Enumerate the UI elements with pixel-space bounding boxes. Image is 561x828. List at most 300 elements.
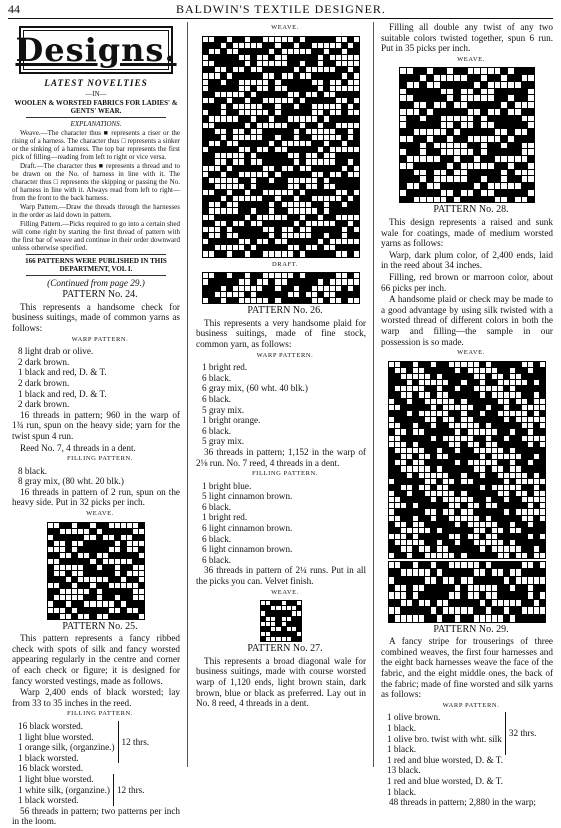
weave-cell — [60, 571, 65, 576]
weave-cell — [245, 61, 250, 66]
weave-cell — [427, 82, 433, 88]
weave-cell — [257, 239, 262, 244]
weave-cell — [239, 61, 244, 66]
weave-cell — [203, 135, 208, 140]
weave-cell — [257, 215, 262, 220]
weave-cell — [227, 221, 232, 226]
weave-cell — [263, 202, 268, 207]
weave-cell — [508, 183, 514, 189]
weave-cell — [437, 466, 442, 471]
weave-cell — [528, 136, 534, 142]
weave-cell — [348, 80, 353, 85]
weave-cell — [336, 292, 341, 297]
weave-cell — [427, 163, 433, 169]
weave-cell — [455, 436, 460, 441]
weave-cell — [540, 522, 545, 527]
weave-cell — [407, 405, 412, 410]
weave-cell — [336, 55, 341, 60]
weave-cell — [294, 298, 299, 303]
weave-cell — [413, 429, 418, 434]
weave-cell — [468, 429, 473, 434]
weave-grid-28 — [399, 67, 535, 203]
weave-cell — [504, 577, 509, 584]
weave-cell — [501, 68, 507, 74]
weave-cell — [288, 239, 293, 244]
weave-cell — [540, 442, 545, 447]
weave-cell — [203, 190, 208, 195]
weave-cell — [427, 129, 433, 135]
weave-cell — [133, 583, 138, 588]
weave-cell — [455, 497, 460, 502]
header-rule — [8, 18, 553, 19]
weave-cell — [109, 541, 114, 546]
weave-cell — [454, 122, 460, 128]
weave-cell — [300, 298, 305, 303]
weave-cell — [251, 202, 256, 207]
weave-cell — [318, 286, 323, 291]
weave-cell — [312, 273, 317, 278]
weave-cell — [474, 163, 480, 169]
weave-cell — [342, 43, 347, 48]
weave-cell — [209, 159, 214, 164]
weave-cell — [297, 622, 301, 626]
weave-cell — [294, 43, 299, 48]
weave-cell — [72, 523, 77, 528]
weave-cell — [239, 116, 244, 121]
weave-cell — [419, 429, 424, 434]
group-label: 32 thrs. — [508, 728, 537, 739]
weave-cell — [97, 541, 102, 546]
weave-cell — [441, 95, 447, 101]
weave-cell — [215, 196, 220, 201]
weave-cell — [437, 405, 442, 410]
weave-cell — [447, 95, 453, 101]
weave-cell — [215, 273, 220, 278]
weave-cell — [419, 362, 424, 367]
weave-cell — [540, 491, 545, 496]
weave-cell — [342, 202, 347, 207]
weave-cell — [486, 491, 491, 496]
weave-cell — [427, 136, 433, 142]
weave-cell — [133, 608, 138, 613]
weave-cell — [407, 429, 412, 434]
weave-cell — [60, 595, 65, 600]
weave-cell — [528, 473, 533, 478]
weave-cell — [431, 509, 436, 514]
weave-cell — [474, 497, 479, 502]
divider — [26, 254, 166, 255]
weave-cell — [306, 141, 311, 146]
weave-cell — [266, 611, 270, 615]
weave-cell — [121, 523, 126, 528]
weave-cell — [282, 80, 287, 85]
weave-cell — [468, 600, 473, 607]
weave-cell — [109, 529, 114, 534]
weave-cell — [312, 80, 317, 85]
weave-cell — [330, 233, 335, 238]
weave-cell — [318, 104, 323, 109]
weave-cell — [133, 559, 138, 564]
weave-cell — [419, 423, 424, 428]
weave-cell — [461, 183, 467, 189]
weave-cell — [501, 116, 507, 122]
weave-cell — [275, 86, 280, 91]
weave-cell — [504, 485, 509, 490]
weave-cell — [413, 417, 418, 422]
weave-cell — [245, 286, 250, 291]
weave-cell — [84, 595, 89, 600]
weave-cell — [306, 37, 311, 42]
weave-cell — [449, 392, 454, 397]
weave-cell — [468, 448, 473, 453]
weave-cell — [282, 98, 287, 103]
warp-pattern-heading: WARP PATTERN. — [256, 351, 314, 359]
weave-cell — [419, 392, 424, 397]
weave-cell — [282, 110, 287, 115]
weave-cell — [269, 92, 274, 97]
weave-cell — [271, 606, 275, 610]
weave-cell — [522, 534, 527, 539]
weave-cell — [498, 497, 503, 502]
weave-heading: WEAVE. — [457, 55, 485, 63]
weave-cell — [288, 233, 293, 238]
weave-cell — [269, 43, 274, 48]
weave-cell — [522, 546, 527, 551]
weave-cell — [297, 627, 301, 631]
weave-cell — [233, 221, 238, 226]
weave-cell — [324, 184, 329, 189]
weave-cell — [449, 607, 454, 614]
weave-cell — [504, 436, 509, 441]
weave-cell — [78, 523, 83, 528]
weave-cell — [233, 116, 238, 121]
filling-item: 6 black. — [202, 501, 232, 512]
weave-cell — [522, 607, 527, 614]
weave-cell — [203, 172, 208, 177]
weave-cell — [203, 184, 208, 189]
weave-cell — [121, 565, 126, 570]
weave-cell — [78, 553, 83, 558]
weave-cell — [474, 460, 479, 465]
weave-cell — [481, 190, 487, 196]
weave-cell — [449, 411, 454, 416]
weave-cell — [427, 156, 433, 162]
weave-cell — [419, 509, 424, 514]
weave-cell — [461, 466, 466, 471]
weave-cell — [425, 386, 430, 391]
weave-cell — [282, 273, 287, 278]
weave-cell — [425, 362, 430, 367]
weave-cell — [431, 405, 436, 410]
weave-cell — [227, 129, 232, 134]
weave-cell — [233, 123, 238, 128]
weave-cell — [330, 153, 335, 158]
weave-cell — [504, 497, 509, 502]
weave-cell — [508, 89, 514, 95]
weave-cell — [233, 135, 238, 140]
weave-cell — [300, 251, 305, 256]
weave-cell — [324, 110, 329, 115]
weave-cell — [263, 147, 268, 152]
weave-cell — [324, 202, 329, 207]
weave-cell — [492, 615, 497, 622]
weave-cell — [419, 516, 424, 521]
weave-cell — [330, 292, 335, 297]
weave-cell — [486, 607, 491, 614]
weave-cell — [306, 61, 311, 66]
weave-cell — [498, 448, 503, 453]
weave-cell — [324, 178, 329, 183]
weave-cell — [480, 374, 485, 379]
weave-cell — [528, 585, 533, 592]
weave-cell — [461, 368, 466, 373]
weave-cell — [413, 479, 418, 484]
weave-cell — [251, 80, 256, 85]
weave-cell — [427, 176, 433, 182]
weave-cell — [474, 170, 480, 176]
weave-cell — [431, 417, 436, 422]
weave-cell — [275, 98, 280, 103]
weave-cell — [454, 95, 460, 101]
weave-cell — [455, 577, 460, 584]
weave-cell — [324, 55, 329, 60]
weave-cell — [413, 454, 418, 459]
weave-cell — [300, 86, 305, 91]
weave-cell — [443, 615, 448, 622]
weave-cell — [522, 562, 527, 569]
weave-cell — [449, 534, 454, 539]
weave-cell — [486, 460, 491, 465]
weave-cell — [221, 245, 226, 250]
weave-cell — [431, 553, 436, 558]
weave-cell — [342, 279, 347, 284]
weave-cell — [522, 392, 527, 397]
weave-cell — [348, 104, 353, 109]
weave-cell — [419, 534, 424, 539]
weave-cell — [414, 197, 420, 203]
weave-cell — [516, 368, 521, 373]
weave-cell — [72, 577, 77, 582]
weave-cell — [407, 122, 413, 128]
weave-cell — [434, 102, 440, 108]
explanation-weave: Weave.—The character thus ■ represents a riser or the rising of a harness. The character thus □ represents a sinker or the sinking of a harness. The top bar represents the first pick of filling—reading from left to right or vice versa. — [12, 128, 180, 161]
weave-cell — [133, 547, 138, 552]
weave-cell — [257, 279, 262, 284]
weave-cell — [401, 386, 406, 391]
weave-cell — [504, 592, 509, 599]
weave-cell — [454, 143, 460, 149]
weave-cell — [434, 82, 440, 88]
weave-cell — [239, 67, 244, 72]
weave-cell — [251, 86, 256, 91]
weave-cell — [407, 522, 412, 527]
weave-cell — [139, 608, 144, 613]
weave-cell — [534, 417, 539, 422]
weave-cell — [324, 279, 329, 284]
weave-cell — [239, 73, 244, 78]
weave-cell — [330, 298, 335, 303]
weave-cell — [449, 436, 454, 441]
weave-cell — [414, 136, 420, 142]
weave-cell — [292, 601, 296, 605]
weave-cell — [239, 80, 244, 85]
weave-cell — [330, 55, 335, 60]
weave-cell — [480, 362, 485, 367]
weave-cell — [510, 592, 515, 599]
weave-cell — [336, 245, 341, 250]
weave-cell — [401, 466, 406, 471]
weave-cell — [516, 522, 521, 527]
weave-cell — [495, 109, 501, 115]
weave-cell — [221, 98, 226, 103]
weave-cell — [269, 166, 274, 171]
weave-cell — [540, 473, 545, 478]
weave-cell — [263, 80, 268, 85]
weave-cell — [468, 466, 473, 471]
weave-cell — [488, 129, 494, 135]
weave-cell — [306, 245, 311, 250]
weave-cell — [407, 176, 413, 182]
weave-cell — [449, 585, 454, 592]
weave-cell — [427, 109, 433, 115]
weave-cell — [233, 98, 238, 103]
weave-cell — [263, 239, 268, 244]
weave-cell — [306, 251, 311, 256]
weave-cell — [282, 172, 287, 177]
weave-cell — [407, 190, 413, 196]
weave-cell — [282, 73, 287, 78]
weave-cell — [498, 405, 503, 410]
weave-cell — [437, 592, 442, 599]
weave-cell — [318, 129, 323, 134]
weave-cell — [203, 116, 208, 121]
weave-cell — [431, 466, 436, 471]
weave-cell — [269, 104, 274, 109]
weave-cell — [504, 423, 509, 428]
weave-cell — [294, 123, 299, 128]
weave-cell — [447, 68, 453, 74]
weave-cell — [271, 611, 275, 615]
weave-cell — [348, 251, 353, 256]
weave-cell — [233, 43, 238, 48]
weave-cell — [474, 143, 480, 149]
weave-cell — [486, 448, 491, 453]
weave-cell — [461, 546, 466, 551]
weave-cell — [480, 607, 485, 614]
weave-cell — [504, 553, 509, 558]
weave-cell — [443, 362, 448, 367]
weave-cell — [461, 122, 467, 128]
weave-cell — [401, 411, 406, 416]
weave-cell — [447, 190, 453, 196]
weave-cell — [522, 429, 527, 434]
weave-cell — [486, 600, 491, 607]
weave-cell — [115, 535, 120, 540]
weave-cell — [251, 104, 256, 109]
weave-cell — [121, 608, 126, 613]
weave-cell — [227, 141, 232, 146]
weave-cell — [300, 116, 305, 121]
filling-item: 1 orange silk, (organzine.) — [18, 742, 115, 753]
weave-cell — [139, 601, 144, 606]
weave-cell — [498, 411, 503, 416]
weave-cell — [534, 540, 539, 545]
weave-cell — [461, 429, 466, 434]
weave-cell — [139, 577, 144, 582]
weave-cell — [468, 190, 474, 196]
weave-cell — [312, 166, 317, 171]
weave-cell — [425, 454, 430, 459]
weave-cell — [312, 178, 317, 183]
weave-cell — [455, 374, 460, 379]
weave-cell — [139, 614, 144, 619]
column-3 — [381, 22, 553, 809]
weave-cell — [455, 466, 460, 471]
weave-cell — [443, 386, 448, 391]
weave-cell — [227, 43, 232, 48]
weave-cell — [60, 553, 65, 558]
weave-cell — [528, 129, 534, 135]
weave-cell — [437, 473, 442, 478]
weave-cell — [227, 153, 232, 158]
weave-cell — [480, 399, 485, 404]
weave-cell — [455, 442, 460, 447]
weave-cell — [443, 607, 448, 614]
weave-cell — [419, 473, 424, 478]
weave-cell — [413, 528, 418, 533]
weave-cell — [488, 170, 494, 176]
weave-cell — [407, 170, 413, 176]
weave-cell — [441, 68, 447, 74]
weave-cell — [540, 607, 545, 614]
weave-cell — [269, 239, 274, 244]
weave-cell — [508, 197, 514, 203]
weave-cell — [336, 129, 341, 134]
weave-cell — [275, 184, 280, 189]
weave-cell — [468, 592, 473, 599]
weave-cell — [498, 436, 503, 441]
weave-cell — [221, 153, 226, 158]
weave-cell — [48, 589, 53, 594]
weave-cell — [221, 233, 226, 238]
weave-cell — [401, 423, 406, 428]
weave-cell — [288, 166, 293, 171]
weave-cell — [330, 43, 335, 48]
weave-cell — [269, 251, 274, 256]
weave-cell — [251, 279, 256, 284]
weave-cell — [540, 423, 545, 428]
weave-cell — [508, 149, 514, 155]
weave-cell — [336, 116, 341, 121]
weave-cell — [330, 221, 335, 226]
weave-cell — [257, 92, 262, 97]
weave-cell — [282, 129, 287, 134]
weave-cell — [425, 380, 430, 385]
weave-cell — [447, 136, 453, 142]
weave-cell — [287, 627, 291, 631]
weave-cell — [443, 374, 448, 379]
weave-cell — [330, 141, 335, 146]
weave-cell — [401, 497, 406, 502]
weave-cell — [245, 239, 250, 244]
weave-cell — [455, 528, 460, 533]
weave-cell — [318, 86, 323, 91]
weave-cell — [348, 61, 353, 66]
filling-item: 16 black worsted. — [18, 763, 84, 774]
weave-cell — [389, 516, 394, 521]
weave-cell — [540, 577, 545, 584]
weave-cell — [540, 516, 545, 521]
